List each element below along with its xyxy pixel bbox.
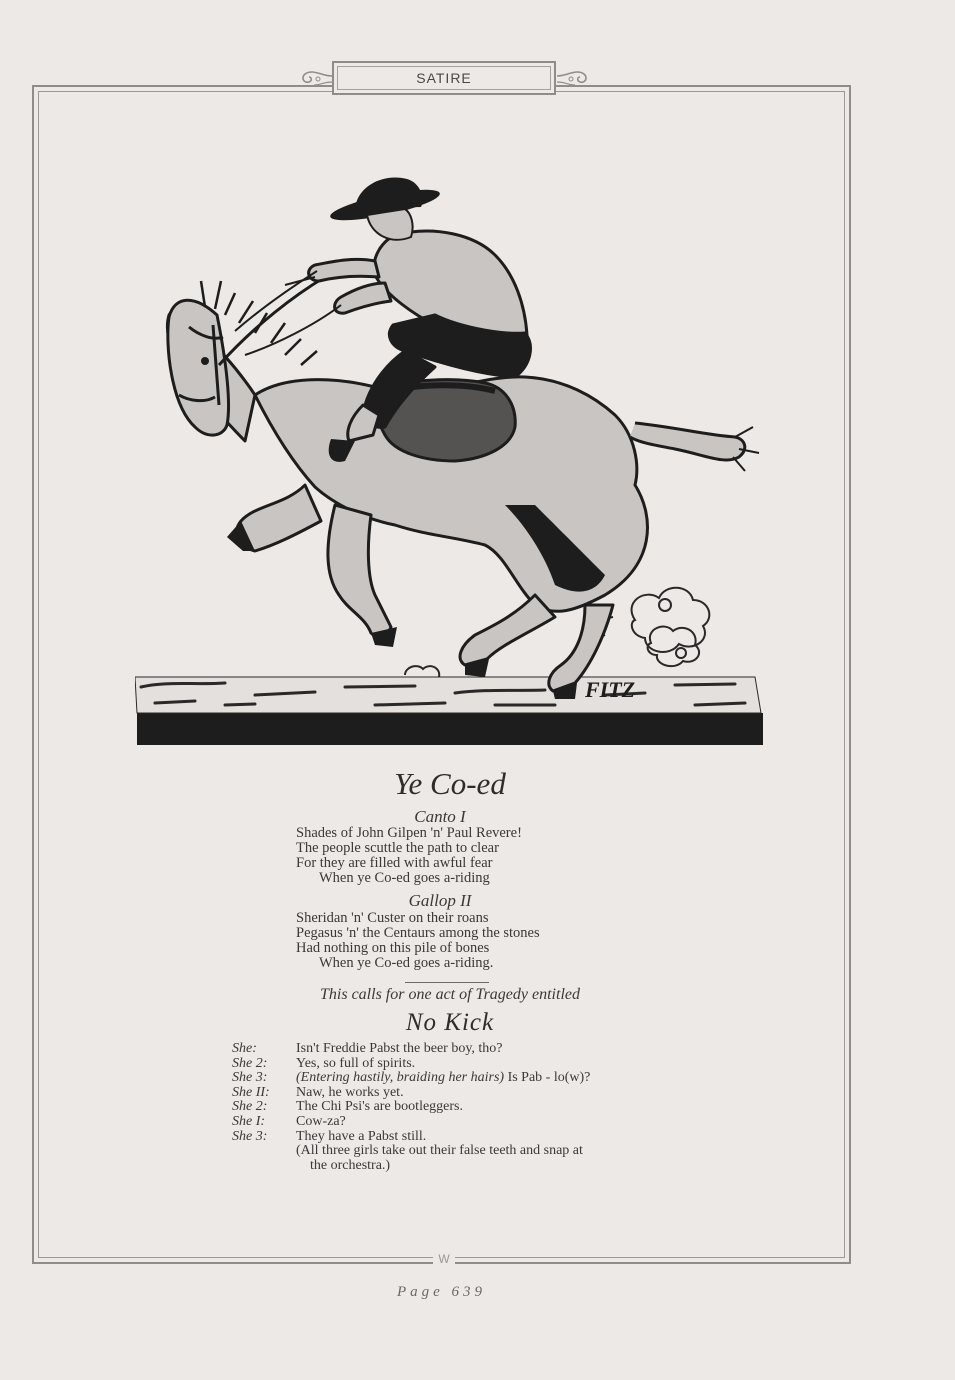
verse-line: When ye Co-ed goes a-riding [319,870,490,886]
scroll-ornament-left-icon [298,62,334,92]
verse-line: When ye Co-ed goes a-riding. [319,955,494,971]
speaker-label: She 2: [232,1099,268,1115]
scroll-ornament-right-icon [555,62,591,92]
verse-line: For they are filled with awful fear [296,855,493,871]
dialogue-list [232,1042,590,1173]
speech-text: Naw, he works yet. [296,1084,404,1100]
section-title: SATIRE [416,70,472,86]
poem-title: Ye Co-ed [394,766,506,801]
tragedy-title: No Kick [405,1009,495,1036]
speech-text: Cow-za? [296,1113,346,1129]
verse-line: Sheridan 'n' Custer on their roans [296,910,489,926]
speech-text: Isn't Freddie Pabst the beer boy, tho? [296,1041,503,1056]
speech-text: Yes, so full of spirits. [296,1055,416,1071]
canto-verse [296,826,522,886]
verse-line: Pegasus 'n' the Centaurs among the stones [296,925,540,941]
speaker-label: She I: [232,1113,266,1129]
verse-line: Had nothing on this pile of bones [296,940,490,956]
page-number: Page 639 [396,1284,487,1300]
dialogue-row [232,1159,590,1174]
closing-direction: the orchestra.) [310,1157,391,1173]
speech-text [296,1071,590,1086]
tragedy-intro: This calls for one act of Tragedy entitled [320,986,580,1003]
speaker-label: She 3: [232,1070,268,1086]
gallop-heading: Gallop II [408,891,472,910]
watermark-w-icon [433,1252,455,1266]
speech-text: Is Pab - lo(w)? [504,1070,591,1086]
dialogue-row [232,1100,590,1115]
dialogue-row [232,1057,590,1072]
dialogue-row [232,1130,590,1145]
speaker-label: She 2: [232,1055,268,1071]
speaker-label: She 3: [232,1128,268,1144]
dialogue-row [232,1071,590,1086]
section-header-box [332,61,556,95]
dialogue-row [232,1042,590,1057]
ground-bar [137,713,763,745]
speech-text: They have a Pabst still. [296,1128,427,1144]
section-divider [405,982,489,983]
dialogue-row [232,1115,590,1130]
speaker-label: She: [232,1041,257,1056]
horse-rider-illustration [135,165,765,747]
speaker-label: She II: [232,1084,270,1100]
closing-direction: (All three girls take out their false teeth and snap at [296,1143,583,1159]
gallop-verse [296,911,540,971]
svg-text:W: W [438,1252,450,1266]
verse-line: Shades of John Gilpen 'n' Paul Revere! [296,825,522,841]
speech-text: The Chi Psi's are bootleggers. [296,1099,463,1115]
artist-signature: FITZ [585,677,636,702]
dialogue-row [232,1144,590,1159]
verse-line: The people scuttle the path to clear [296,840,499,856]
canto-heading: Canto I [414,807,466,826]
dialogue-row [232,1086,590,1101]
stage-direction: (Entering hastily, braiding her hairs) [296,1070,505,1086]
